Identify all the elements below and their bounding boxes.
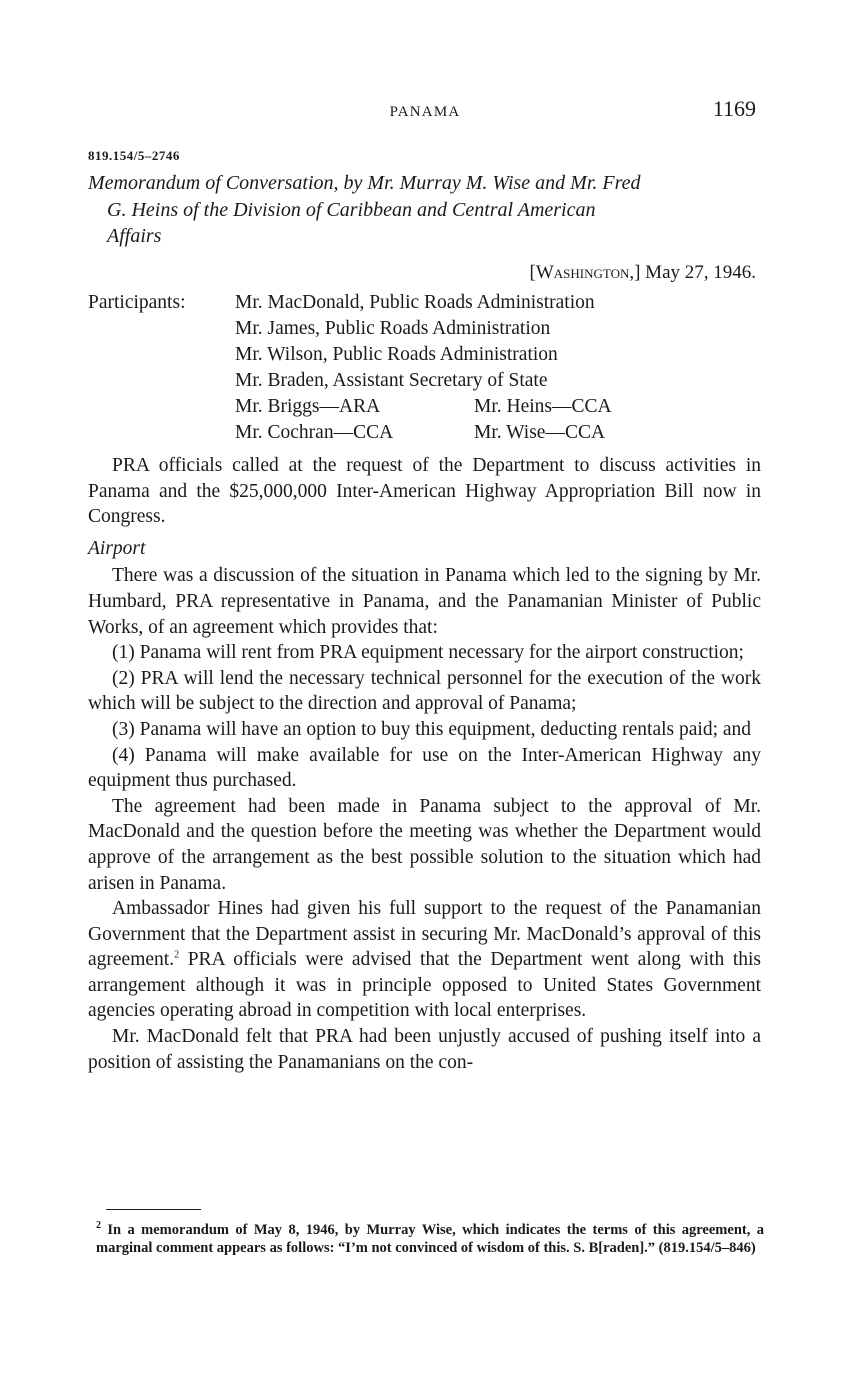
dateline-open: [ bbox=[529, 262, 536, 283]
participant-row: Mr. MacDonald, Public Roads Administration bbox=[235, 292, 595, 313]
paragraph-intro: PRA officials called at the request of the Department to discuss activities in Panama and the $25,000,000 Inter-American Highway Appropriation Bill now in Congress. bbox=[88, 455, 761, 528]
paragraph: There was a discussion of the situation in Panama which led to the signing by Mr. Humbard, PRA representative in Panama, and the Panamanian Minister of Public Works, of an agreement which provides that: bbox=[88, 565, 761, 638]
participants-label: Participants: bbox=[88, 292, 186, 313]
title-line: Affairs bbox=[107, 225, 162, 247]
dateline bbox=[529, 262, 756, 284]
participant-row: Mr. Heins—CCA bbox=[474, 396, 612, 417]
file-number: 819.154/5–2746 bbox=[88, 148, 180, 163]
participant-row: Mr. Wise—CCA bbox=[474, 422, 606, 443]
paragraph bbox=[88, 896, 761, 1024]
paragraph-text: Ambassador Hines had given his full support to the request of the Panamanian Government that the Department assist in securing Mr. MacDonald’s approval of this agreement. bbox=[88, 898, 761, 971]
running-title: PANAMA bbox=[389, 104, 461, 120]
paragraph: Mr. MacDonald felt that PRA had been unjustly accused of pushing itself into a position of assisting the Panamanians on the con- bbox=[88, 1026, 761, 1073]
list-item: (1) Panama will rent from PRA equipment necessary for the airport construction; bbox=[112, 642, 744, 664]
footnote bbox=[96, 1222, 764, 1257]
running-header bbox=[90, 96, 760, 126]
participant-row: Mr. Cochran—CCA bbox=[235, 422, 394, 443]
participant-row: Mr. Briggs—ARA bbox=[235, 396, 381, 417]
list-item: (4) Panama will make available for use on the Inter-American Highway any equipment thus purchased. bbox=[88, 744, 761, 792]
body-text bbox=[88, 453, 761, 1075]
participant-row: Mr. Wilson, Public Roads Administration bbox=[235, 344, 558, 365]
footnote-divider bbox=[106, 1209, 201, 1210]
participant-row: Mr. Braden, Assistant Secretary of State bbox=[235, 370, 548, 391]
participant-row: Mr. James, Public Roads Administration bbox=[235, 318, 551, 339]
document-title bbox=[88, 170, 760, 250]
title-line: G. Heins of the Division of Caribbean and Central American bbox=[107, 198, 596, 221]
footnote-text: In a memorandum of May 8, 1946, by Murray Wise, which indicates the terms of this agreement, a marginal comment appears as follows: “I’m not convinced of wisdom of this. S. B[raden].” (819.154/5–846) bbox=[96, 1222, 764, 1256]
footnote-marker: 2 bbox=[96, 1220, 101, 1232]
page-number: 1169 bbox=[712, 96, 756, 121]
footnote-reference: 2 bbox=[174, 949, 180, 961]
dateline-date: ,] May 27, 1946. bbox=[629, 262, 756, 283]
paragraph-text: PRA officials were advised that the Department went along with this arrangement although it was in principle opposed to United States Government agencies operating abroad in competition with local enterprises. bbox=[88, 949, 761, 1022]
dateline-place: Washington bbox=[535, 262, 630, 283]
section-heading-airport: Airport bbox=[88, 537, 146, 559]
list-item: (2) PRA will lend the necessary technical personnel for the execution of the work which will be subject to the direction and approval of Panama; bbox=[88, 667, 761, 715]
list-item: (3) Panama will have an option to buy this equipment, deducting rentals paid; and bbox=[112, 718, 752, 740]
title-line: Memorandum of Conversation, by Mr. Murray M. Wise and Mr. Fred bbox=[88, 172, 641, 194]
paragraph: The agreement had been made in Panama subject to the approval of Mr. MacDonald and the question before the meeting was whether the Department would approve of the arrangement as the best possible solution to the situation which had arisen in Panama. bbox=[88, 795, 761, 894]
